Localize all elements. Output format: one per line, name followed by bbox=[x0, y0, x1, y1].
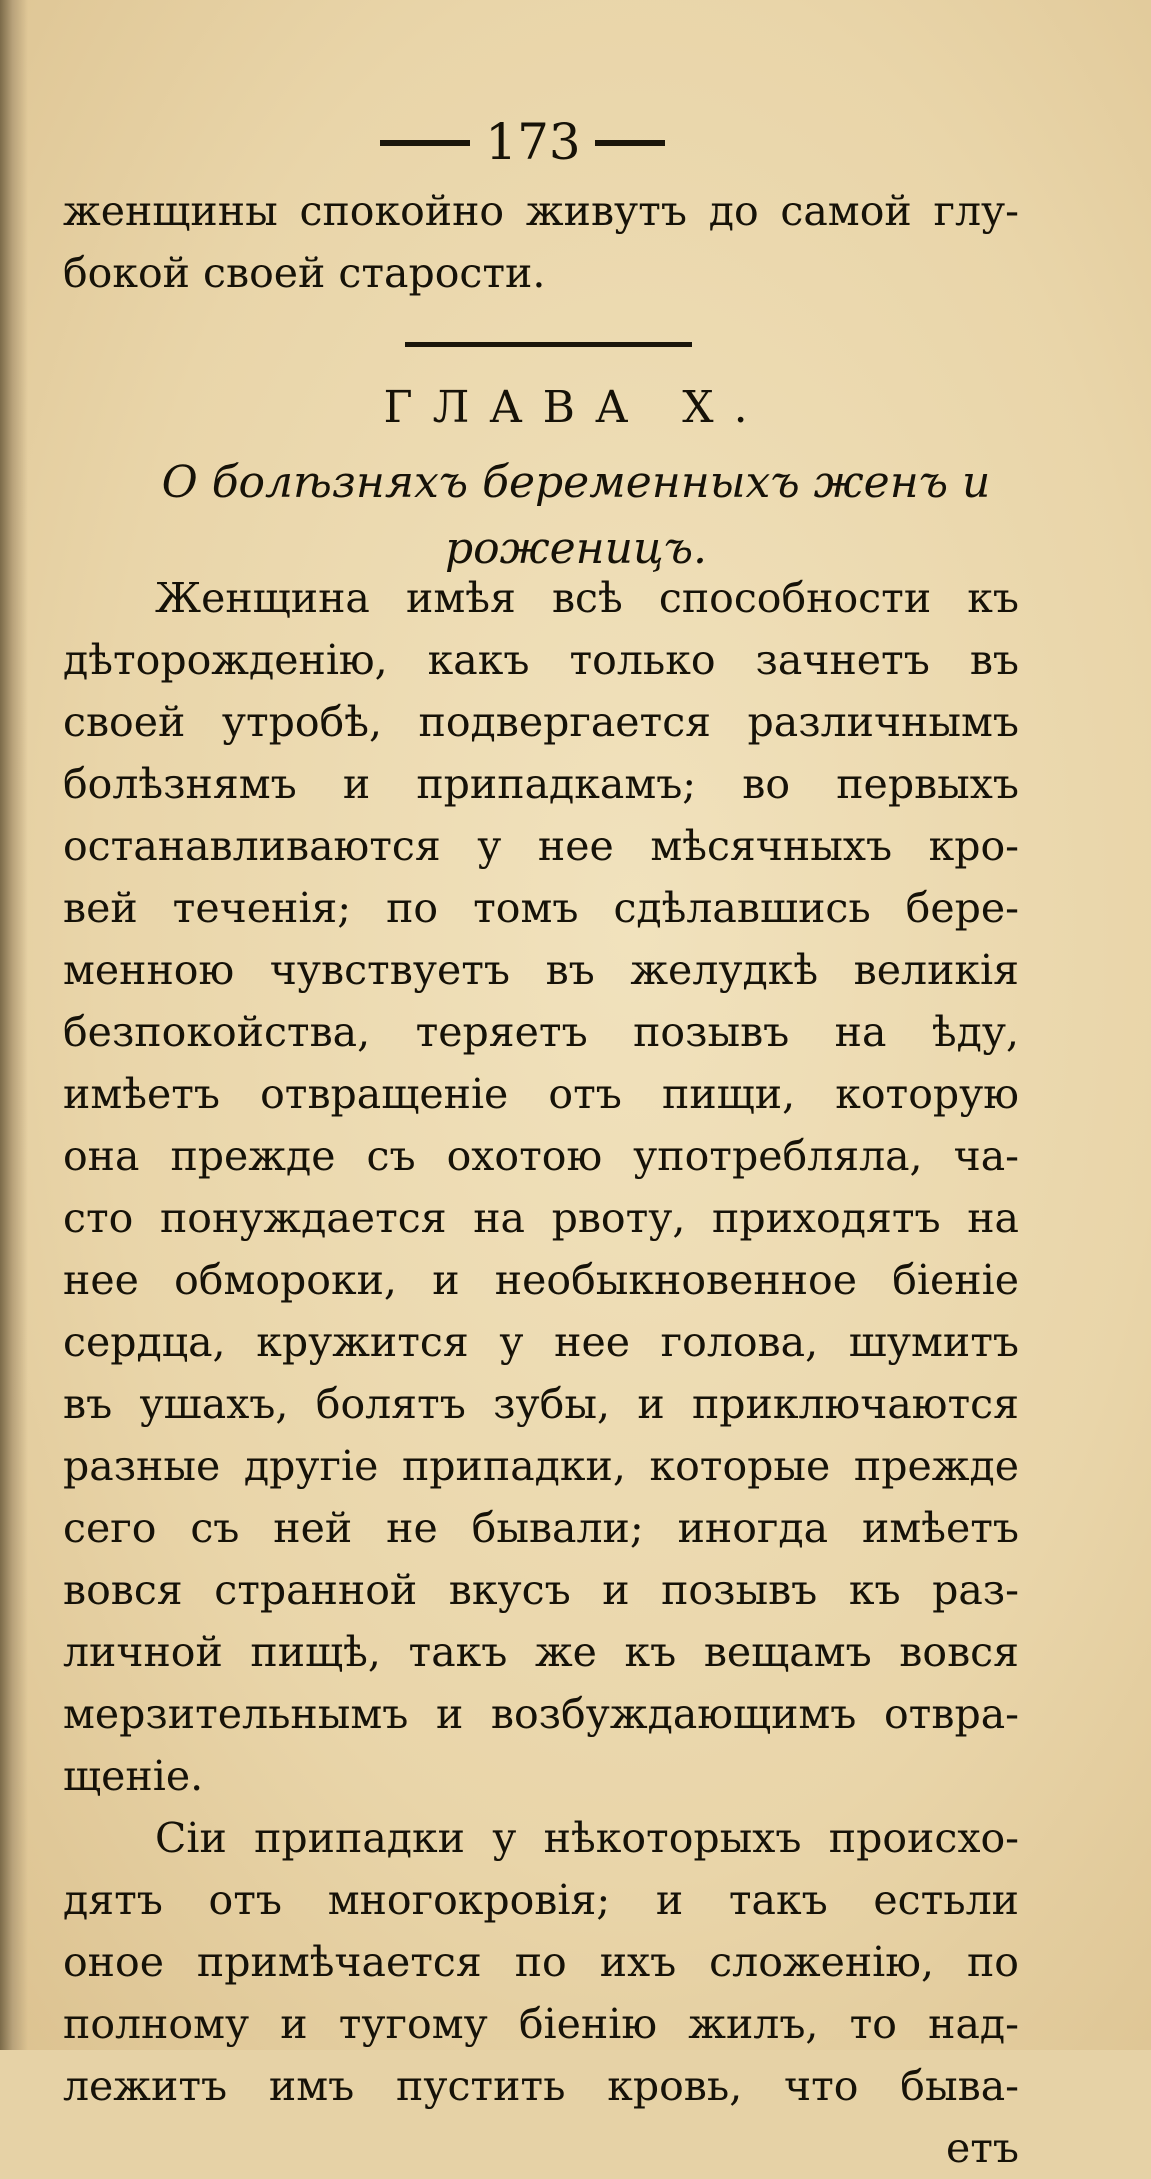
text-line: женщины спокойно живутъ до самой глу- bbox=[63, 187, 1019, 235]
subtitle-line: роженицъ. bbox=[444, 523, 708, 574]
paragraph-1-line: болѣзнямъ и припадкамъ; во первыхъ bbox=[63, 760, 1019, 808]
paragraph-2-line: оное примѣчается по ихъ сложенію, по bbox=[63, 1938, 1019, 1986]
subtitle-line: О болѣзняхъ беременныхъ женъ и bbox=[161, 457, 991, 508]
paragraph-1-line: она прежде съ охотою употребляла, ча- bbox=[63, 1132, 1019, 1180]
paragraph-2-line: Сіи припадки у нѣкоторыхъ происхо- bbox=[155, 1814, 1019, 1862]
paragraph-1-line: нее обмороки, и необыкновенное біеніе bbox=[63, 1256, 1019, 1304]
paragraph-1-line: Женщина имѣя всѣ способности къ bbox=[155, 574, 1019, 622]
paragraph-2-line: дятъ отъ многокровія; и такъ естьли bbox=[63, 1876, 1019, 1924]
paragraph-1-line: менною чувствуетъ въ желудкѣ великія bbox=[63, 946, 1019, 994]
text-line: бокой своей старости. bbox=[63, 249, 546, 297]
page-number: 173 bbox=[485, 113, 581, 171]
paragraph-1-line: вовся странной вкусъ и позывъ къ раз- bbox=[63, 1566, 1019, 1614]
paragraph-1-line: разные другіе припадки, которые прежде bbox=[63, 1442, 1019, 1490]
catchword: етъ bbox=[945, 2124, 1019, 2172]
paragraph-1-line: сердца, кружится у нее голова, шумитъ bbox=[63, 1318, 1019, 1366]
paragraph-1-line: сто понуждается на рвоту, приходятъ на bbox=[63, 1194, 1019, 1242]
chapter-subtitle bbox=[126, 450, 1026, 582]
paragraph-1-line: безпокойства, теряетъ позывъ на ѣду, bbox=[63, 1008, 1019, 1056]
paragraph-1-line: личной пищѣ, такъ же къ вещамъ вовся bbox=[63, 1628, 1019, 1676]
paragraph-1-line: щеніе. bbox=[63, 1752, 204, 1800]
paragraph-2-line: полному и тугому біенію жилъ, то над- bbox=[63, 2000, 1019, 2048]
header-rule-right bbox=[595, 140, 665, 146]
chapter-heading: ГЛАВА Х. bbox=[383, 382, 768, 433]
section-divider bbox=[405, 342, 692, 347]
paragraph-1-line: сего съ ней не бывали; иногда имѣетъ bbox=[63, 1504, 1019, 1552]
body-text bbox=[63, 567, 1019, 2179]
paragraph-1-line: останавливаются у нее мѣсячныхъ кро- bbox=[63, 822, 1019, 870]
page-gutter-shadow bbox=[0, 0, 28, 2050]
paragraph-2-line: лежитъ имъ пустить кровь, что быва- bbox=[63, 2062, 1019, 2110]
header-rule-left bbox=[380, 140, 470, 146]
page-header bbox=[0, 112, 1151, 172]
paragraph-1-line: мерзительнымъ и возбуждающимъ отвра- bbox=[63, 1690, 1019, 1738]
paragraph-1-line: имѣетъ отвращеніе отъ пищи, которую bbox=[63, 1070, 1019, 1118]
paragraph-1-line: своей утробѣ, подвергается различнымъ bbox=[63, 698, 1019, 746]
paragraph-1-line: въ ушахъ, болятъ зубы, и приключаются bbox=[63, 1380, 1019, 1428]
paragraph-1-line: дѣторожденію, какъ только зачнетъ въ bbox=[63, 636, 1019, 684]
paragraph-1-line: вей теченія; по томъ сдѣлавшись бере- bbox=[63, 884, 1019, 932]
continuation-text bbox=[63, 180, 1019, 304]
